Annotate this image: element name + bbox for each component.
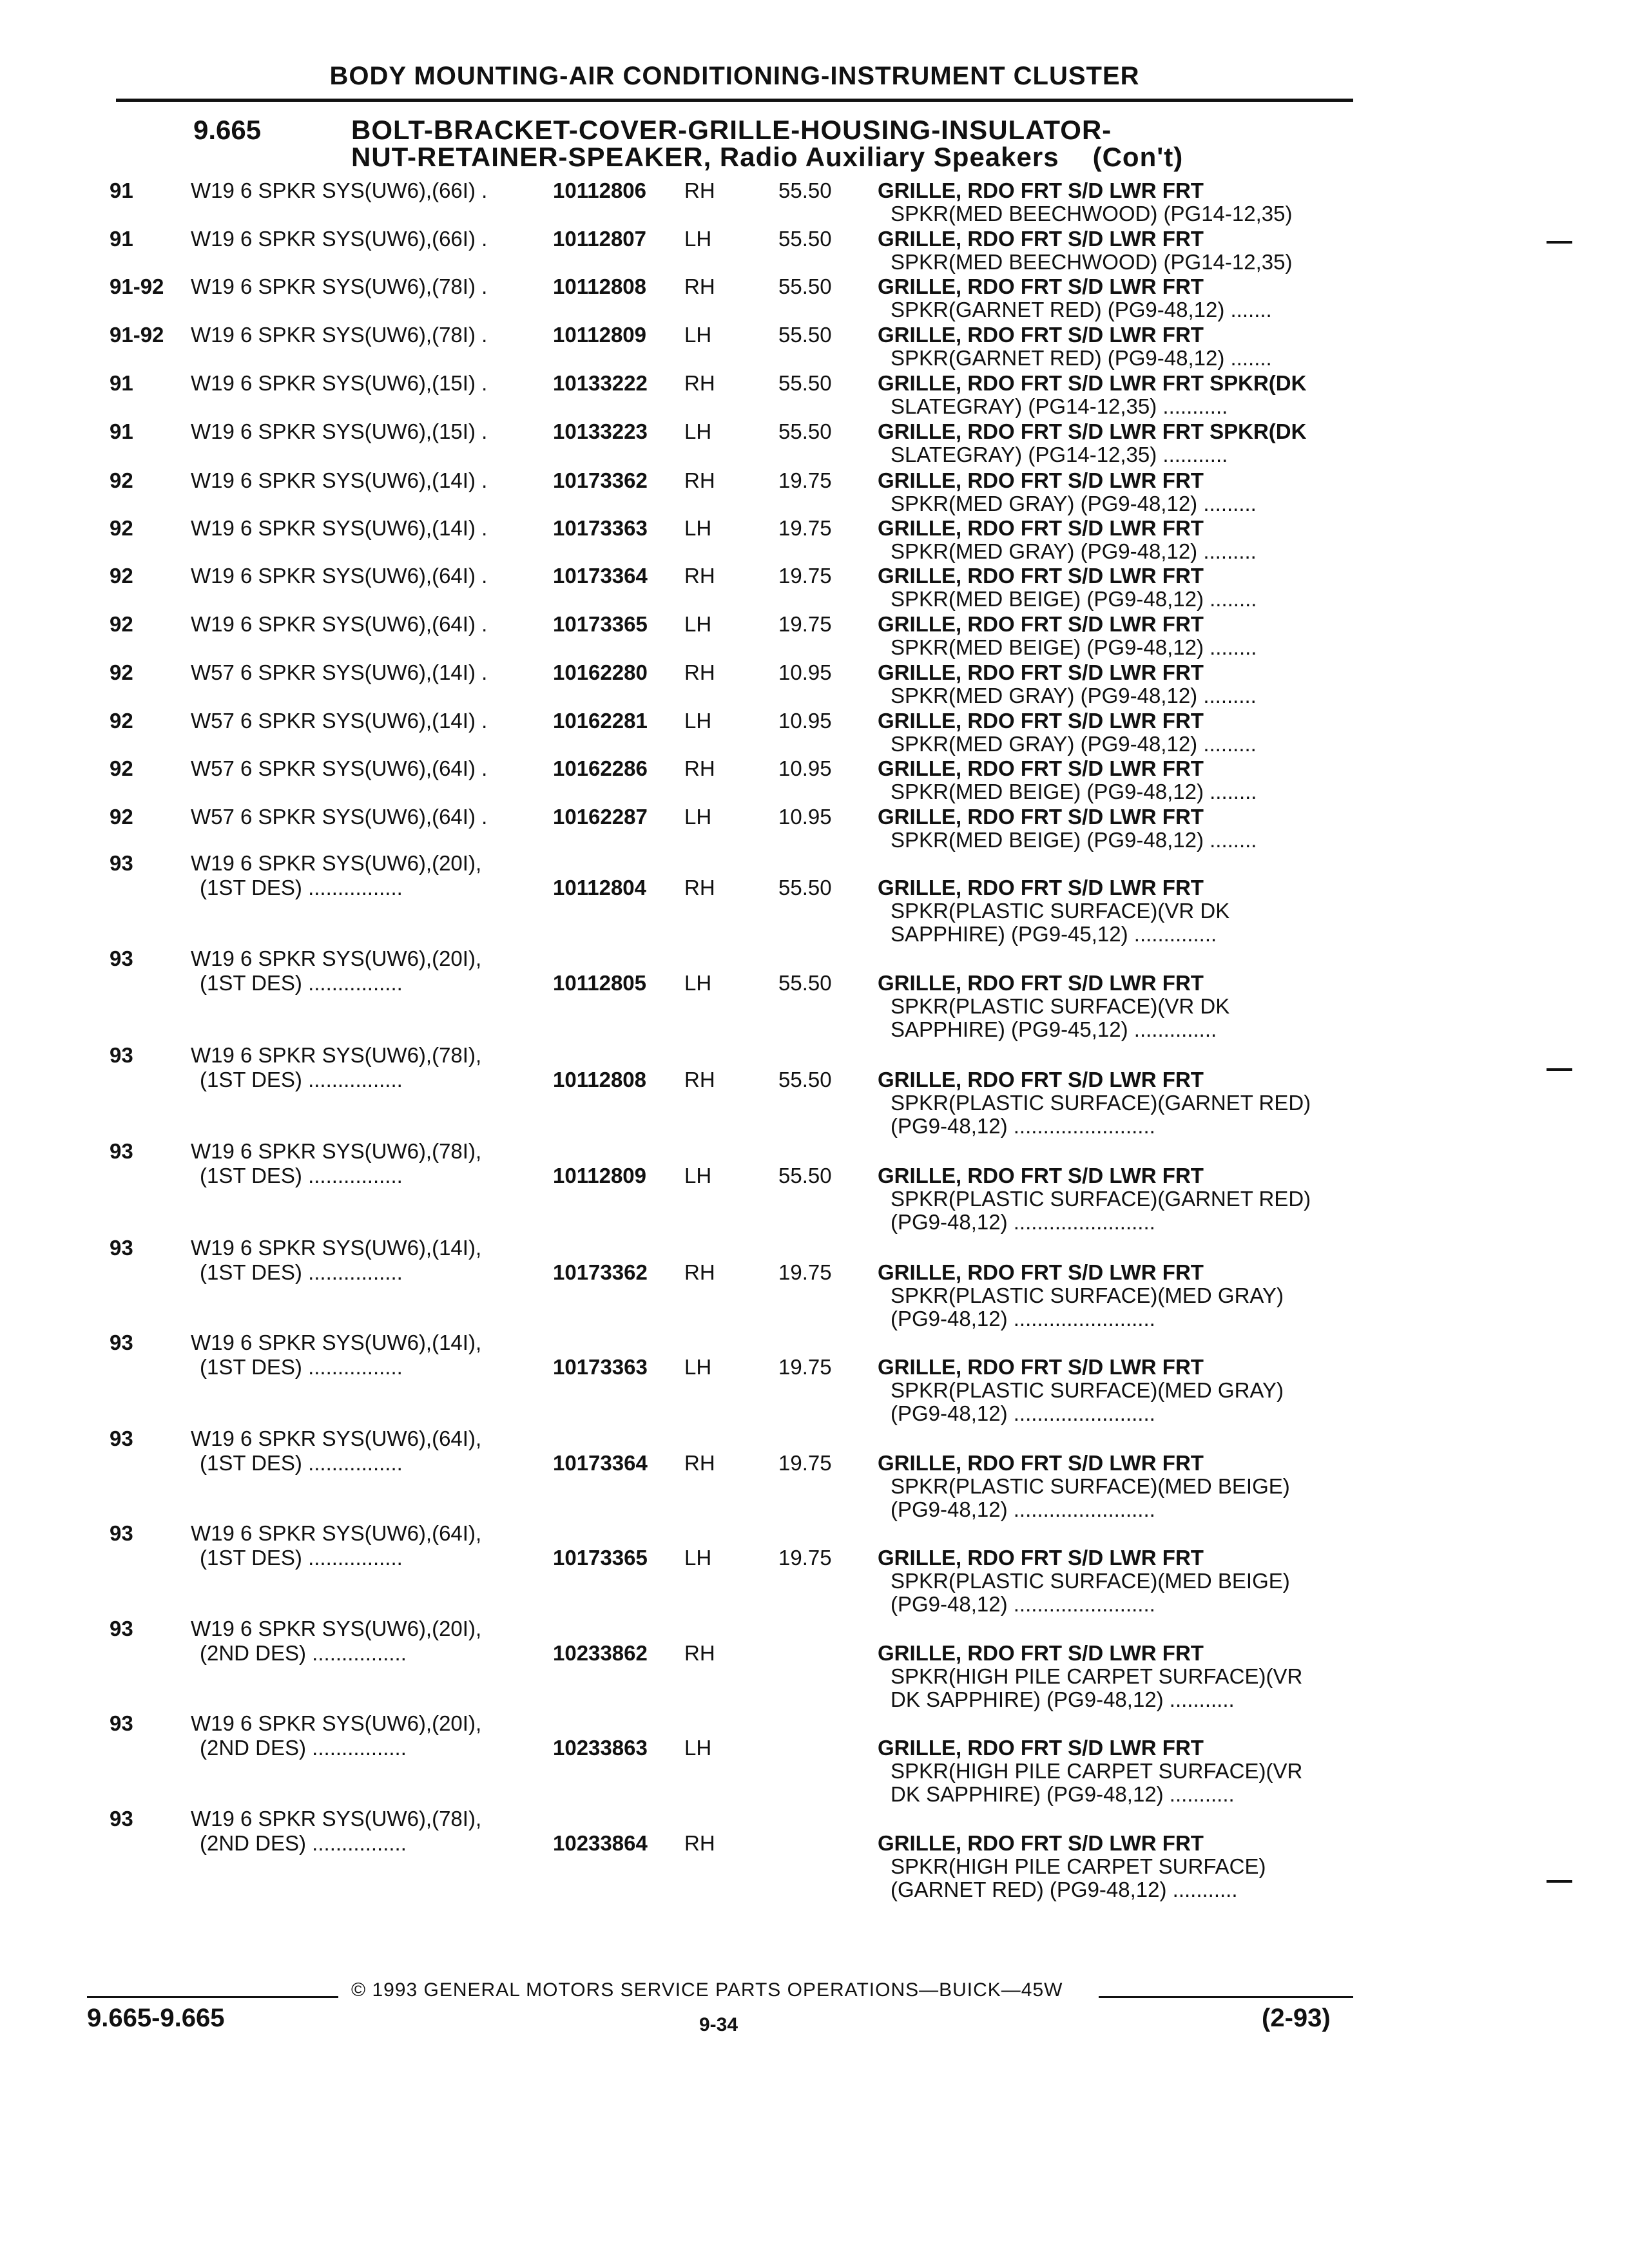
description-line: (GARNET RED) (PG9-48,12) ...........: [891, 1878, 1238, 1901]
application-detail: (1ST DES) ................: [200, 1546, 403, 1570]
price: 19.75: [778, 1355, 832, 1379]
side: LH: [684, 227, 712, 251]
model-year: 93: [110, 947, 133, 970]
part-number: 10112808: [553, 1068, 647, 1091]
application: W19 6 SPKR SYS(UW6),(15I) .: [191, 371, 488, 395]
side: LH: [684, 1546, 712, 1570]
description-line: (PG9-48,12) ........................: [891, 1114, 1155, 1138]
application-detail: (1ST DES) ................: [200, 876, 403, 899]
price: 55.50: [778, 971, 832, 995]
part-number: 10233863: [553, 1736, 648, 1760]
part-number: 10173362: [553, 468, 648, 492]
description-line: SPKR(MED BEECHWOOD) (PG14-12,35): [891, 202, 1293, 226]
model-year: 93: [110, 1236, 133, 1260]
application: W19 6 SPKR SYS(UW6),(64I),: [191, 1427, 482, 1450]
description-line: GRILLE, RDO FRT S/D LWR FRT: [878, 178, 1204, 202]
model-year: 91: [110, 178, 133, 202]
description-line: SPKR(MED GRAY) (PG9-48,12) .........: [891, 492, 1257, 515]
description-line: SPKR(PLASTIC SURFACE)(MED GRAY): [891, 1283, 1284, 1307]
price: 10.95: [778, 756, 832, 780]
description-line: GRILLE, RDO FRT S/D LWR FRT: [878, 1641, 1204, 1665]
page-header: BODY MOUNTING-AIR CONDITIONING-INSTRUMENT CLUSTER: [329, 62, 1140, 90]
description-line: GRILLE, RDO FRT S/D LWR FRT: [878, 1068, 1204, 1091]
part-number: 10112809: [553, 1164, 647, 1187]
part-number: 10173365: [553, 1546, 648, 1570]
description-line: SPKR(MED BEIGE) (PG9-48,12) ........: [891, 780, 1257, 803]
description-line: SLATEGRAY) (PG14-12,35) ...........: [891, 394, 1228, 418]
side: LH: [684, 323, 712, 347]
part-number: 10173365: [553, 612, 648, 636]
description-line: GRILLE, RDO FRT S/D LWR FRT: [878, 1451, 1204, 1475]
side: RH: [684, 468, 715, 492]
price: 19.75: [778, 1260, 832, 1284]
model-year: 92: [110, 805, 133, 829]
price: 55.50: [778, 1068, 832, 1091]
part-number: 10112805: [553, 971, 647, 995]
footer-page-number: 9-34: [699, 2014, 738, 2035]
description-line: GRILLE, RDO FRT S/D LWR FRT: [878, 756, 1204, 780]
part-number: 10173364: [553, 1451, 648, 1475]
model-year: 93: [110, 1617, 133, 1640]
price: 55.50: [778, 876, 832, 899]
application: W19 6 SPKR SYS(UW6),(14I),: [191, 1236, 482, 1260]
side: LH: [684, 1736, 712, 1760]
price: 19.75: [778, 564, 832, 588]
application-detail: (1ST DES) ................: [200, 1164, 403, 1187]
description-line: SPKR(MED BEIGE) (PG9-48,12) ........: [891, 828, 1257, 852]
description-line: GRILLE, RDO FRT S/D LWR FRT: [878, 564, 1204, 588]
part-number: 10112804: [553, 876, 647, 899]
application: W57 6 SPKR SYS(UW6),(64I) .: [191, 805, 488, 829]
description-line: (PG9-48,12) ........................: [891, 1401, 1155, 1425]
description-line: GRILLE, RDO FRT S/D LWR FRT: [878, 876, 1204, 899]
margin-tick-mark: [1547, 1068, 1572, 1071]
application: W19 6 SPKR SYS(UW6),(78I) .: [191, 323, 488, 347]
application: W57 6 SPKR SYS(UW6),(14I) .: [191, 709, 488, 733]
application: W19 6 SPKR SYS(UW6),(14I) .: [191, 468, 488, 492]
application: W19 6 SPKR SYS(UW6),(20I),: [191, 1617, 482, 1640]
part-number: 10173362: [553, 1260, 648, 1284]
description-line: GRILLE, RDO FRT S/D LWR FRT: [878, 1546, 1204, 1570]
part-number: 10233862: [553, 1641, 648, 1665]
application-detail: (1ST DES) ................: [200, 1355, 403, 1379]
application-detail: (1ST DES) ................: [200, 971, 403, 995]
model-year: 92: [110, 516, 133, 540]
side: RH: [684, 371, 715, 395]
side: RH: [684, 1260, 715, 1284]
description-line: SPKR(HIGH PILE CARPET SURFACE): [891, 1854, 1266, 1878]
model-year: 92: [110, 709, 133, 733]
application-detail: (2ND DES) ................: [200, 1831, 407, 1855]
part-number: 10133223: [553, 419, 648, 443]
section-title-text: NUT-RETAINER-SPEAKER, Radio Auxiliary Speakers: [351, 142, 1059, 172]
side: RH: [684, 564, 715, 588]
application: W19 6 SPKR SYS(UW6),(20I),: [191, 851, 482, 875]
part-number: 10173363: [553, 516, 648, 540]
side: LH: [684, 971, 712, 995]
price: 19.75: [778, 1546, 832, 1570]
model-year: 93: [110, 1711, 133, 1735]
description-line: SPKR(MED BEECHWOOD) (PG14-12,35): [891, 250, 1293, 274]
description-line: GRILLE, RDO FRT S/D LWR FRT: [878, 1260, 1204, 1284]
model-year: 93: [110, 1521, 133, 1545]
footer-rule-right: [1099, 1996, 1353, 1998]
part-number: 10162286: [553, 756, 648, 780]
side: RH: [684, 1831, 715, 1855]
side: RH: [684, 1451, 715, 1475]
model-year: 91: [110, 227, 133, 251]
price: 10.95: [778, 805, 832, 829]
side: RH: [684, 274, 715, 298]
application-detail: (1ST DES) ................: [200, 1068, 403, 1091]
description-line: SLATEGRAY) (PG14-12,35) ...........: [891, 443, 1228, 466]
description-line: GRILLE, RDO FRT S/D LWR FRT: [878, 709, 1204, 733]
side: RH: [684, 1068, 715, 1091]
section-title-line-1: BOLT-BRACKET-COVER-GRILLE-HOUSING-INSULATOR-: [351, 115, 1112, 145]
margin-tick-mark: [1547, 241, 1572, 244]
application: W19 6 SPKR SYS(UW6),(66I) .: [191, 227, 488, 251]
application: W57 6 SPKR SYS(UW6),(64I) .: [191, 756, 488, 780]
description-line: (PG9-48,12) ........................: [891, 1497, 1155, 1521]
side: RH: [684, 876, 715, 899]
description-line: GRILLE, RDO FRT S/D LWR FRT: [878, 1736, 1204, 1760]
description-line: GRILLE, RDO FRT S/D LWR FRT: [878, 1355, 1204, 1379]
part-number: 10162280: [553, 660, 648, 684]
description-line: (PG9-48,12) ........................: [891, 1307, 1155, 1331]
description-line: SPKR(PLASTIC SURFACE)(VR DK: [891, 899, 1230, 923]
description-line: GRILLE, RDO FRT S/D LWR FRT: [878, 612, 1204, 636]
application: W19 6 SPKR SYS(UW6),(66I) .: [191, 178, 488, 202]
description-line: GRILLE, RDO FRT S/D LWR FRT: [878, 468, 1204, 492]
description-line: GRILLE, RDO FRT S/D LWR FRT: [878, 323, 1204, 347]
model-year: 93: [110, 1427, 133, 1450]
part-number: 10112809: [553, 323, 647, 347]
application: W19 6 SPKR SYS(UW6),(14I) .: [191, 516, 488, 540]
model-year: 92: [110, 612, 133, 636]
application-detail: (1ST DES) ................: [200, 1451, 403, 1475]
description-line: SPKR(MED BEIGE) (PG9-48,12) ........: [891, 635, 1257, 659]
description-line: SPKR(PLASTIC SURFACE)(MED GRAY): [891, 1378, 1284, 1402]
description-line: GRILLE, RDO FRT S/D LWR FRT: [878, 1164, 1204, 1187]
footer-rule-left: [87, 1996, 338, 1998]
description-line: SPKR(PLASTIC SURFACE)(GARNET RED): [891, 1187, 1311, 1211]
description-line: SPKR(PLASTIC SURFACE)(VR DK: [891, 994, 1230, 1018]
description-line: SPKR(GARNET RED) (PG9-48,12) .......: [891, 346, 1272, 370]
side: RH: [684, 1641, 715, 1665]
model-year: 91: [110, 419, 133, 443]
description-line: (PG9-48,12) ........................: [891, 1592, 1155, 1616]
price: 19.75: [778, 516, 832, 540]
model-year: 93: [110, 1139, 133, 1163]
application: W19 6 SPKR SYS(UW6),(64I) .: [191, 612, 488, 636]
application: W19 6 SPKR SYS(UW6),(78I),: [191, 1139, 482, 1163]
description-line: GRILLE, RDO FRT S/D LWR FRT: [878, 660, 1204, 684]
side: LH: [684, 1164, 712, 1187]
side: LH: [684, 516, 712, 540]
model-year: 92: [110, 564, 133, 588]
application: W19 6 SPKR SYS(UW6),(20I),: [191, 947, 482, 970]
model-year: 91-92: [110, 274, 164, 298]
application-detail: (1ST DES) ................: [200, 1260, 403, 1284]
application: W19 6 SPKR SYS(UW6),(78I) .: [191, 274, 488, 298]
description-line: GRILLE, RDO FRT S/D LWR FRT SPKR(DK: [878, 371, 1307, 395]
side: LH: [684, 709, 712, 733]
model-year: 92: [110, 660, 133, 684]
price: 55.50: [778, 178, 832, 202]
model-year: 92: [110, 756, 133, 780]
price: 55.50: [778, 1164, 832, 1187]
price: 19.75: [778, 612, 832, 636]
description-line: SPKR(MED GRAY) (PG9-48,12) .........: [891, 539, 1257, 563]
model-year: 93: [110, 851, 133, 875]
application: W19 6 SPKR SYS(UW6),(15I) .: [191, 419, 488, 443]
price: 55.50: [778, 274, 832, 298]
application: W19 6 SPKR SYS(UW6),(78I),: [191, 1807, 482, 1831]
price: 55.50: [778, 371, 832, 395]
continued-label: (Con't): [1092, 142, 1184, 172]
application: W19 6 SPKR SYS(UW6),(20I),: [191, 1711, 482, 1735]
description-line: (PG9-48,12) ........................: [891, 1210, 1155, 1234]
part-number: 10112807: [553, 227, 647, 251]
description-line: SAPPHIRE) (PG9-45,12) ..............: [891, 922, 1217, 946]
side: LH: [684, 419, 712, 443]
model-year: 93: [110, 1807, 133, 1831]
side: RH: [684, 178, 715, 202]
description-line: SPKR(PLASTIC SURFACE)(GARNET RED): [891, 1091, 1311, 1115]
model-year: 92: [110, 468, 133, 492]
part-number: 10112808: [553, 274, 647, 298]
application: W19 6 SPKR SYS(UW6),(78I),: [191, 1043, 482, 1067]
description-line: SPKR(MED GRAY) (PG9-48,12) .........: [891, 684, 1257, 707]
description-line: GRILLE, RDO FRT S/D LWR FRT: [878, 1831, 1204, 1855]
price: 55.50: [778, 419, 832, 443]
description-line: SPKR(GARNET RED) (PG9-48,12) .......: [891, 298, 1272, 322]
price: 55.50: [778, 227, 832, 251]
description-line: GRILLE, RDO FRT S/D LWR FRT: [878, 274, 1204, 298]
description-line: SPKR(HIGH PILE CARPET SURFACE)(VR: [891, 1664, 1303, 1688]
price: 19.75: [778, 468, 832, 492]
description-line: GRILLE, RDO FRT S/D LWR FRT: [878, 516, 1204, 540]
description-line: GRILLE, RDO FRT S/D LWR FRT SPKR(DK: [878, 419, 1307, 443]
description-line: SPKR(MED BEIGE) (PG9-48,12) ........: [891, 587, 1257, 611]
description-line: DK SAPPHIRE) (PG9-48,12) ...........: [891, 1687, 1235, 1711]
side: LH: [684, 1355, 712, 1379]
application: W19 6 SPKR SYS(UW6),(64I) .: [191, 564, 488, 588]
price: 10.95: [778, 709, 832, 733]
application-detail: (2ND DES) ................: [200, 1641, 407, 1665]
side: LH: [684, 805, 712, 829]
application-detail: (2ND DES) ................: [200, 1736, 407, 1760]
part-number: 10173363: [553, 1355, 648, 1379]
application: W57 6 SPKR SYS(UW6),(14I) .: [191, 660, 488, 684]
side: LH: [684, 612, 712, 636]
model-year: 91-92: [110, 323, 164, 347]
description-line: GRILLE, RDO FRT S/D LWR FRT: [878, 805, 1204, 829]
price: 19.75: [778, 1451, 832, 1475]
description-line: SAPPHIRE) (PG9-45,12) ..............: [891, 1017, 1217, 1041]
part-number: 10112806: [553, 178, 647, 202]
part-number: 10162281: [553, 709, 648, 733]
model-year: 93: [110, 1331, 133, 1354]
application: W19 6 SPKR SYS(UW6),(64I),: [191, 1521, 482, 1545]
description-line: SPKR(MED GRAY) (PG9-48,12) .........: [891, 732, 1257, 756]
application: W19 6 SPKR SYS(UW6),(14I),: [191, 1331, 482, 1354]
price: 55.50: [778, 323, 832, 347]
footer-section-range: 9.665-9.665: [87, 2004, 225, 2032]
part-number: 10233864: [553, 1831, 648, 1855]
margin-tick-mark: [1547, 1880, 1572, 1883]
description-line: DK SAPPHIRE) (PG9-48,12) ...........: [891, 1782, 1235, 1806]
footer-date-code: (2-93): [1262, 2004, 1331, 2032]
description-line: SPKR(PLASTIC SURFACE)(MED BEIGE): [891, 1569, 1290, 1593]
side: RH: [684, 756, 715, 780]
model-year: 91: [110, 371, 133, 395]
description-line: GRILLE, RDO FRT S/D LWR FRT: [878, 971, 1204, 995]
price: 10.95: [778, 660, 832, 684]
footer-copyright: © 1993 GENERAL MOTORS SERVICE PARTS OPERATIONS—BUICK—45W: [351, 1979, 1063, 2001]
part-number: 10162287: [553, 805, 648, 829]
description-line: SPKR(PLASTIC SURFACE)(MED BEIGE): [891, 1474, 1290, 1498]
side: RH: [684, 660, 715, 684]
description-line: GRILLE, RDO FRT S/D LWR FRT: [878, 227, 1204, 251]
part-number: 10173364: [553, 564, 648, 588]
part-number: 10133222: [553, 371, 648, 395]
model-year: 93: [110, 1043, 133, 1067]
section-number: 9.665: [193, 115, 262, 145]
description-line: SPKR(HIGH PILE CARPET SURFACE)(VR: [891, 1759, 1303, 1783]
